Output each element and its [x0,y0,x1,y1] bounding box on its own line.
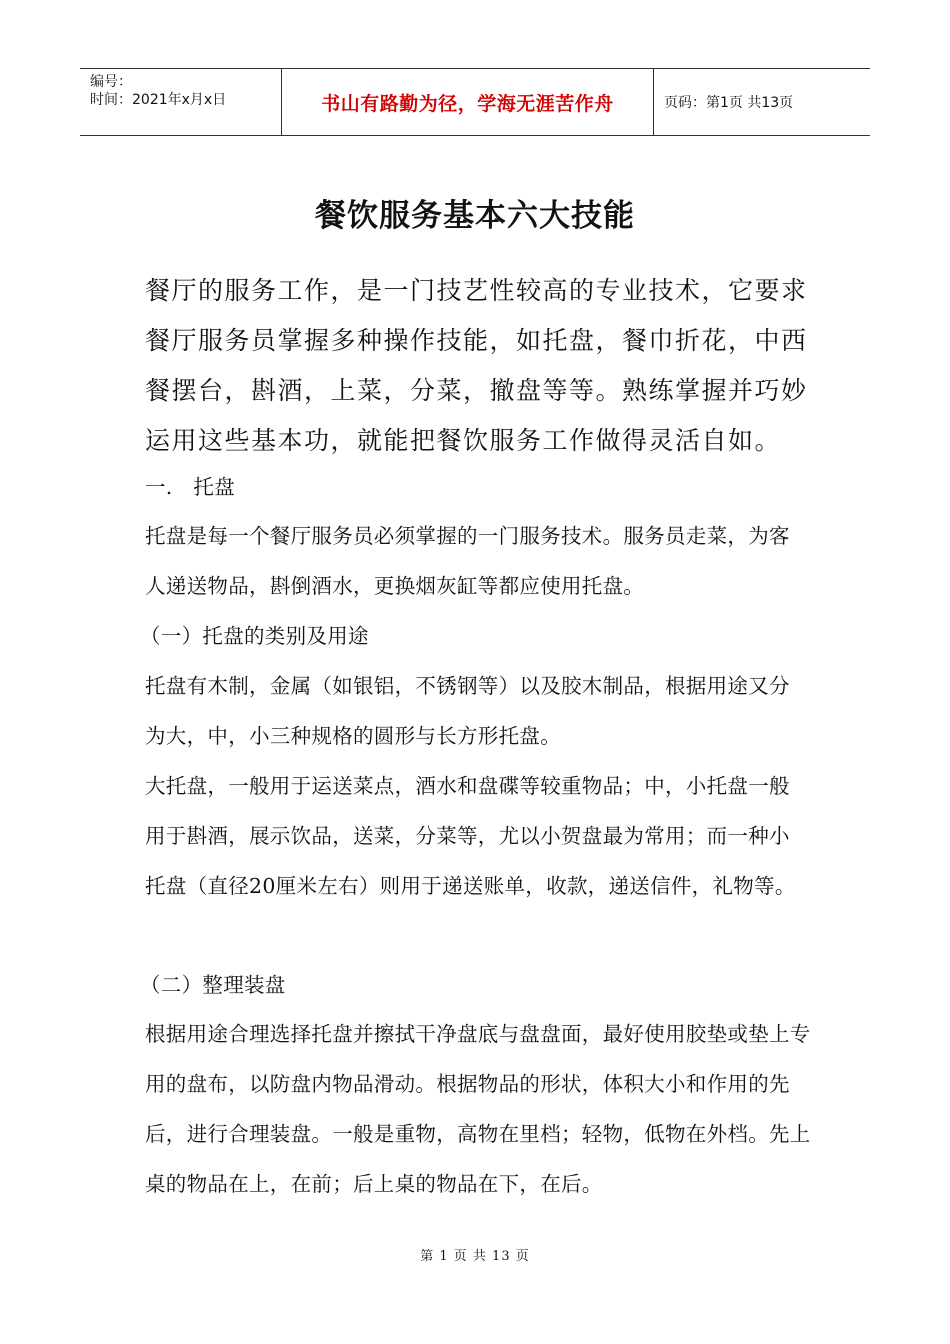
subsection-heading-types: （一）托盘的类别及用途 [140,624,369,648]
page-footer: 第 1 页 共 13 页 [420,1249,530,1264]
header-page-info: 页码：第1页 共13页 [664,95,794,111]
document-header [80,68,870,136]
subsection-paragraph-types: 托盘有木制，金属（如银铝，不锈钢等）以及胶木制品，根据用途又分为大，中，小三种规格的圆形与长方形托盘。 [145,674,790,748]
intro-paragraph: 餐厅的服务工作，是一门技艺性较高的专业技术，它要求餐厅服务员掌握多种操作技能，如托盘，餐巾折花，中西餐摆台，斟酒，上菜，分菜，撤盘等等。熟练掌握并巧妙运用这些基本功，就能把餐饮服务工作做得灵活自如。 [145,276,808,455]
subsection-paragraph-sizes: 大托盘，一般用于运送菜点，酒水和盘碟等较重物品；中，小托盘一般用于斟酒，展示饮品，送菜，分菜等，尤以小贺盘最为常用；而一种小托盘（直径20厘米左右）则用于递送账单，收款，递送信件，礼物等。 [145,774,796,898]
date-line: 时间：2021年x月x日 [90,92,227,108]
subsection-paragraph-loading: 根据用途合理选择托盘并擦拭干净盘底与盘盘面，最好使用胶垫或垫上专用的盘布，以防盘内物品滑动。根据物品的形状，体积大小和作用的先后，进行合理装盘。一般是重物，高物在里档；轻物，低物在外档。先上桌的物品在上，在前；后上桌的物品在下，在后。 [145,1022,811,1196]
section-heading-tray: 一. 托盘 [145,475,236,499]
document-title: 餐饮服务基本六大技能 [315,198,635,234]
subsection-heading-loading: （二）整理装盘 [140,973,286,997]
header-meta-cell [80,69,282,135]
section-paragraph-tray: 托盘是每一个餐厅服务员必须掌握的一门服务技术。服务员走菜，为客人递送物品，斟倒酒水，更换烟灰缸等都应使用托盘。 [145,524,790,598]
header-motto: 书山有路勤为径，学海无涯苦作舟 [282,69,654,135]
number-label: 编号： [90,74,132,90]
